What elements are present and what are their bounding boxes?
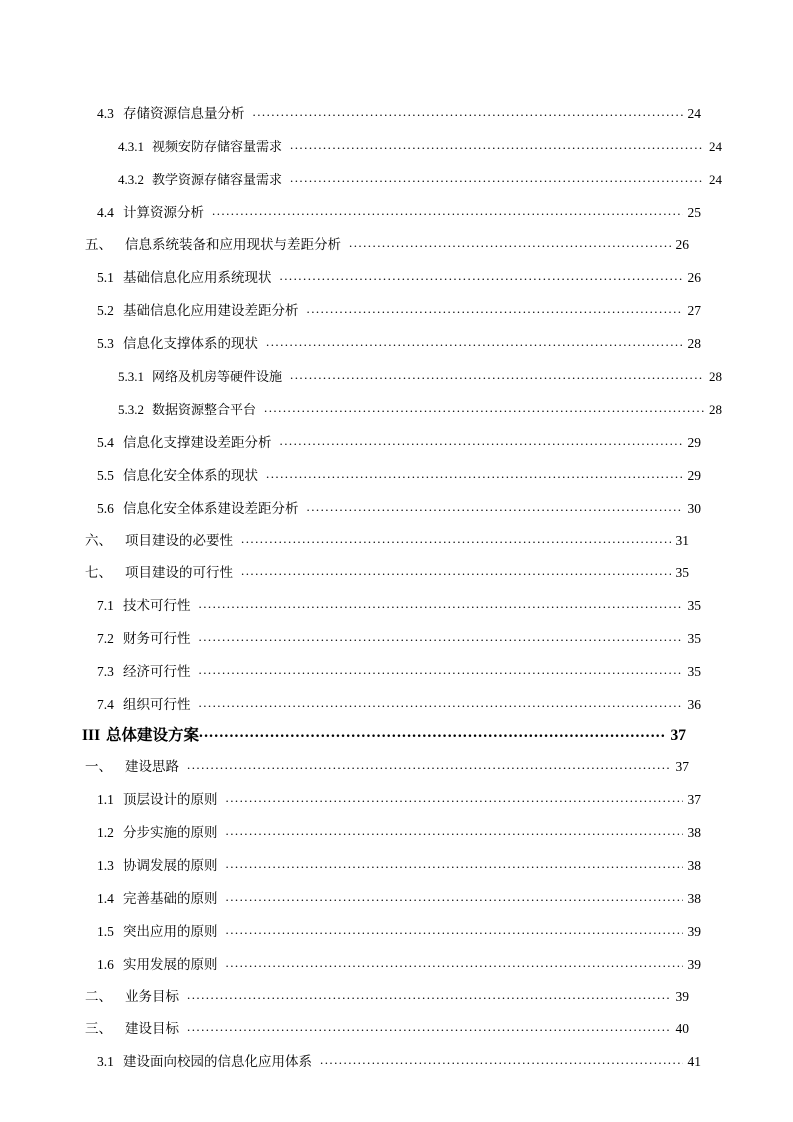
toc-entry-title: 信息化安全体系建设差距分析 [123, 501, 299, 516]
toc-entry-number: III [82, 727, 101, 744]
toc-entry[interactable] [97, 196, 701, 229]
toc-entry-page-number: 37 [687, 792, 701, 807]
toc-dot-leader [187, 1020, 671, 1034]
toc-entry-number: 5.3.2 [118, 402, 144, 417]
toc-entry-number: 7.2 [97, 631, 114, 646]
toc-entry-page-number: 35 [687, 664, 701, 679]
toc-entry[interactable] [85, 557, 689, 589]
toc-entry[interactable] [85, 1013, 689, 1045]
toc-entry-number: 1.3 [97, 858, 114, 873]
toc-entry-page-number: 29 [687, 435, 701, 450]
toc-entry-title: 信息系统装备和应用现状与差距分析 [125, 237, 341, 252]
toc-entry-page-number: 40 [675, 1021, 689, 1036]
toc-dot-leader [187, 758, 671, 772]
toc-entry-title: 项目建设的必要性 [125, 533, 233, 548]
toc-entry-number: 5.5 [97, 468, 114, 483]
toc-dot-leader [241, 532, 671, 546]
toc-dot-leader [266, 467, 683, 481]
toc-entry-page-number: 39 [687, 957, 701, 972]
toc-entry-title: 实用发展的原则 [123, 957, 218, 972]
toc-dot-leader [199, 663, 684, 677]
toc-entry-title: 技术可行性 [123, 598, 191, 613]
toc-entry[interactable] [118, 130, 722, 163]
toc-entry[interactable] [97, 426, 701, 459]
toc-entry[interactable] [97, 783, 701, 816]
toc-entry[interactable] [118, 163, 722, 196]
toc-entry-title: 建设面向校园的信息化应用体系 [123, 1054, 312, 1069]
toc-entry-page-number: 26 [687, 270, 701, 285]
toc-entry-number: 七、 [85, 565, 112, 580]
toc-dot-leader [307, 500, 684, 514]
toc-entry-number: 5.3 [97, 336, 114, 351]
toc-entry[interactable] [97, 948, 701, 981]
toc-dot-leader [290, 171, 704, 184]
toc-entry-title: 协调发展的原则 [123, 858, 218, 873]
toc-entry-title: 信息化支撑体系的现状 [123, 336, 258, 351]
toc-dot-leader [199, 696, 684, 710]
toc-entry[interactable] [85, 981, 689, 1013]
toc-entry-title: 存储资源信息量分析 [123, 106, 245, 121]
toc-dot-leader [226, 956, 684, 970]
toc-entry-number: 一、 [85, 759, 112, 774]
toc-entry-page-number: 29 [687, 468, 701, 483]
toc-entry-title: 顶层设计的原则 [123, 792, 218, 807]
toc-entry[interactable] [118, 393, 722, 426]
toc-entry-number: 7.4 [97, 697, 114, 712]
toc-entry-page-number: 28 [687, 336, 701, 351]
toc-entry-page-number: 24 [687, 106, 701, 121]
toc-entry-number: 4.4 [97, 205, 114, 220]
toc-entry-number: 5.3.1 [118, 369, 144, 384]
toc-entry[interactable] [97, 655, 701, 688]
toc-dot-leader [280, 269, 684, 283]
toc-entry-page-number: 24 [709, 139, 722, 154]
toc-entry-number: 六、 [85, 533, 112, 548]
toc-entry-number: 1.6 [97, 957, 114, 972]
toc-dot-leader [307, 302, 684, 316]
toc-dot-leader [212, 204, 683, 218]
toc-entry-title: 教学资源存储容量需求 [152, 172, 283, 187]
toc-dot-leader [199, 597, 684, 611]
toc-dot-leader [264, 401, 704, 414]
toc-entry-page-number: 26 [675, 237, 689, 252]
toc-entry-number: 1.4 [97, 891, 114, 906]
toc-entry-page-number: 35 [675, 565, 689, 580]
toc-entry[interactable] [97, 459, 701, 492]
toc-entry-title: 网络及机房等硬件设施 [152, 369, 283, 384]
toc-entry-number: 二、 [85, 989, 112, 1004]
toc-entry-number: 三、 [85, 1021, 112, 1036]
toc-entry-page-number: 37 [670, 727, 686, 744]
toc-entry-number: 1.1 [97, 792, 114, 807]
toc-dot-leader [266, 335, 683, 349]
toc-entry[interactable] [97, 1045, 701, 1078]
toc-entry-number: 5.6 [97, 501, 114, 516]
toc-entry-page-number: 39 [675, 989, 689, 1004]
toc-entry-page-number: 30 [687, 501, 701, 516]
toc-entry-page-number: 28 [709, 369, 722, 384]
toc-dot-leader [226, 857, 684, 871]
toc-entry-title: 数据资源整合平台 [152, 402, 257, 417]
toc-entry-page-number: 41 [687, 1054, 701, 1069]
toc-entry-page-number: 25 [687, 205, 701, 220]
toc-entry-title: 信息化支撑建设差距分析 [123, 435, 272, 450]
toc-entry-number: 4.3.1 [118, 139, 144, 154]
toc-entry-number: 五、 [85, 237, 112, 252]
toc-entry[interactable] [85, 525, 689, 557]
toc-entry-number: 7.1 [97, 598, 114, 613]
toc-entry-title: 总体建设方案 [106, 727, 200, 744]
toc-dot-leader [226, 890, 684, 904]
toc-entry-title: 经济可行性 [123, 664, 191, 679]
toc-dot-leader [290, 138, 704, 151]
toc-entry-number: 5.4 [97, 435, 114, 450]
toc-entry-page-number: 27 [687, 303, 701, 318]
toc-entry[interactable] [85, 751, 689, 783]
toc-entry-page-number: 28 [709, 402, 722, 417]
toc-entry-title: 计算资源分析 [123, 205, 204, 220]
toc-dot-leader [226, 791, 684, 805]
toc-entry-page-number: 38 [687, 825, 701, 840]
table-of-contents [82, 97, 722, 1078]
toc-entry-title: 信息化安全体系的现状 [123, 468, 258, 483]
toc-entry-title: 组织可行性 [123, 697, 191, 712]
toc-entry[interactable] [97, 816, 701, 849]
toc-dot-leader [226, 824, 684, 838]
toc-entry-page-number: 39 [687, 924, 701, 939]
toc-entry-number: 3.1 [97, 1054, 114, 1069]
toc-entry-title: 突出应用的原则 [123, 924, 218, 939]
toc-entry[interactable] [97, 589, 701, 622]
toc-dot-leader [280, 434, 684, 448]
toc-entry-title: 基础信息化应用建设差距分析 [123, 303, 299, 318]
toc-dot-leader [320, 1053, 683, 1067]
toc-entry-title: 基础信息化应用系统现状 [123, 270, 272, 285]
toc-entry-title: 建设目标 [125, 1021, 179, 1036]
toc-entry-title: 业务目标 [125, 989, 179, 1004]
toc-entry[interactable] [85, 229, 689, 261]
toc-entry-number: 1.5 [97, 924, 114, 939]
toc-entry-title: 完善基础的原则 [123, 891, 218, 906]
toc-entry-number: 7.3 [97, 664, 114, 679]
toc-entry[interactable] [97, 492, 701, 525]
toc-entry[interactable] [97, 688, 701, 721]
toc-entry-title: 视频安防存储容量需求 [152, 139, 283, 154]
toc-dot-leader [349, 236, 671, 250]
toc-entry-number: 4.3 [97, 106, 114, 121]
toc-entry-number: 1.2 [97, 825, 114, 840]
toc-dot-leader [199, 630, 684, 644]
toc-dot-leader [253, 105, 684, 119]
toc-entry-title: 项目建设的可行性 [125, 565, 233, 580]
toc-entry[interactable] [118, 360, 722, 393]
toc-entry-page-number: 36 [687, 697, 701, 712]
toc-entry-page-number: 37 [675, 759, 689, 774]
toc-entry-title: 财务可行性 [123, 631, 191, 646]
toc-entry[interactable] [82, 721, 686, 751]
toc-entry[interactable] [97, 622, 701, 655]
toc-entry-number: 5.2 [97, 303, 114, 318]
toc-entry[interactable] [97, 882, 701, 915]
toc-entry[interactable] [97, 915, 701, 948]
toc-dot-leader [199, 725, 666, 741]
toc-dot-leader [226, 923, 684, 937]
toc-entry-page-number: 35 [687, 598, 701, 613]
toc-entry-number: 5.1 [97, 270, 114, 285]
toc-entry-page-number: 38 [687, 858, 701, 873]
toc-entry[interactable] [97, 294, 701, 327]
toc-entry[interactable] [97, 849, 701, 882]
toc-entry-page-number: 31 [675, 533, 689, 548]
toc-entry-number: 4.3.2 [118, 172, 144, 187]
toc-entry[interactable] [97, 327, 701, 360]
toc-dot-leader [187, 988, 671, 1002]
toc-dot-leader [241, 564, 671, 578]
toc-entry-page-number: 35 [687, 631, 701, 646]
toc-entry-page-number: 24 [709, 172, 722, 187]
toc-entry-title: 建设思路 [125, 759, 179, 774]
toc-entry[interactable] [97, 261, 701, 294]
toc-entry-page-number: 38 [687, 891, 701, 906]
toc-dot-leader [290, 368, 704, 381]
toc-entry[interactable] [97, 97, 701, 130]
toc-entry-title: 分步实施的原则 [123, 825, 218, 840]
